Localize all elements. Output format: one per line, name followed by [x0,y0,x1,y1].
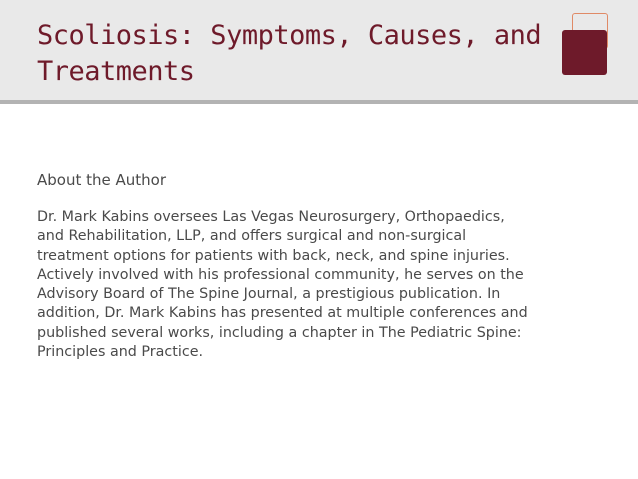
body-line: Advisory Board of The Spine Journal, a prestigious publication. In [37,286,501,303]
body-line: treatment options for patients with back, neck, and spine injuries. [37,247,510,264]
body-line: and Rehabilitation, LLP, and offers surgical and non-surgical [37,228,467,245]
body-line: Actively involved with his professional community, he serves on the [37,266,524,283]
body-line: addition, Dr. Mark Kabins has presented at multiple conferences and [37,305,528,322]
decorative-filled-square [562,30,607,75]
body-line: Dr. Mark Kabins oversees Las Vegas Neurosurgery, Orthopaedics, [37,209,505,225]
body-paragraph [37,208,597,362]
body-line: Principles and Practice. [37,344,204,361]
title-divider [0,100,638,104]
slide-title: Scoliosis: Symptoms, Causes, and Treatments [37,20,542,87]
body-line: published several works, including a chapter in The Pediatric Spine: [37,324,522,341]
section-heading: About the Author [37,171,167,189]
